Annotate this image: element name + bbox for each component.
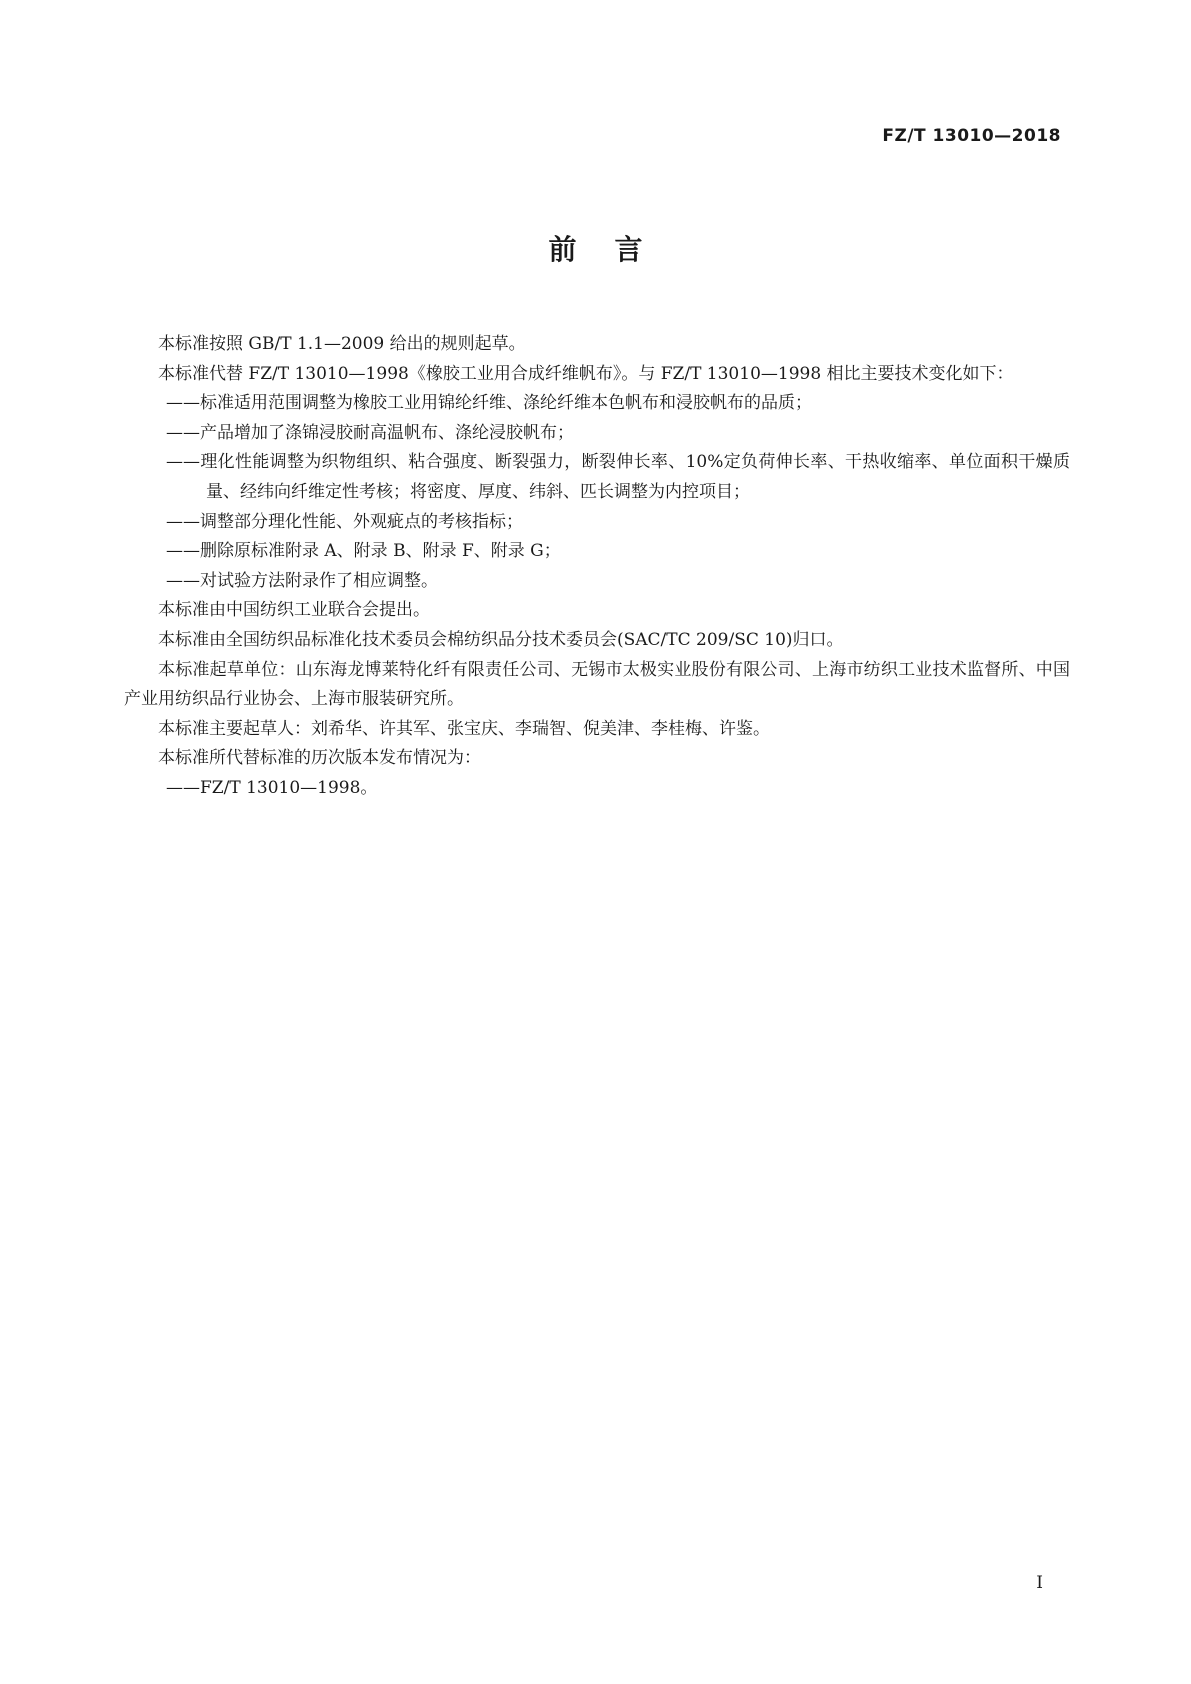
paragraph-drafting-units: 本标准起草单位：山东海龙博莱特化纤有限责任公司、无锡市太极实业股份有限公司、上海市纺织工业技术监督所、中国产业用纺织品行业协会、上海市服装研究所。	[124, 659, 1070, 710]
standard-number: FZ/T 13010—2018	[882, 126, 1061, 146]
page-number: I	[1036, 1573, 1043, 1593]
paragraph-drafters: 本标准主要起草人：刘希华、许其军、张宝庆、李瑞智、倪美津、李桂梅、许鉴。	[158, 718, 770, 739]
paragraph-version-history: 本标准所代替标准的历次版本发布情况为：	[158, 748, 481, 769]
paragraph-drafting-rules: 本标准按照 GB/T 1.1—2009 给出的规则起草。	[158, 334, 526, 354]
change-item: ——对试验方法附录作了相应调整。	[166, 570, 438, 591]
paragraph-proposer: 本标准由中国纺织工业联合会提出。	[158, 600, 430, 621]
foreword-body	[124, 330, 1070, 804]
change-item: ——调整部分理化性能、外观疵点的考核指标；	[166, 511, 523, 532]
change-item: ——删除原标准附录 A、附录 B、附录 F、附录 G；	[166, 541, 561, 562]
history-item: ——FZ/T 13010—1998。	[166, 777, 378, 798]
change-item: ——标准适用范围调整为橡胶工业用锦纶纤维、涤纶纤维本色帆布和浸胶帆布的品质；	[166, 393, 812, 414]
paragraph-replacement: 本标准代替 FZ/T 13010—1998《橡胶工业用合成纤维帆布》。与 FZ/T 13010—1998 相比主要技术变化如下：	[158, 363, 1014, 384]
change-item: ——理化性能调整为织物组织、粘合强度、断裂强力，断裂伸长率、10%定负荷伸长率、干热收缩率、单位面积干燥质量、经纬向纤维定性考核；将密度、厚度、纬斜、匹长调整为内控项目；	[166, 452, 1070, 502]
paragraph-committee: 本标准由全国纺织品标准化技术委员会棉纺织品分技术委员会(SAC/TC 209/SC 10)归口。	[158, 629, 844, 650]
change-item: ——产品增加了涤锦浸胶耐高温帆布、涤纶浸胶帆布；	[166, 422, 574, 443]
page-title: 前言	[548, 233, 681, 266]
